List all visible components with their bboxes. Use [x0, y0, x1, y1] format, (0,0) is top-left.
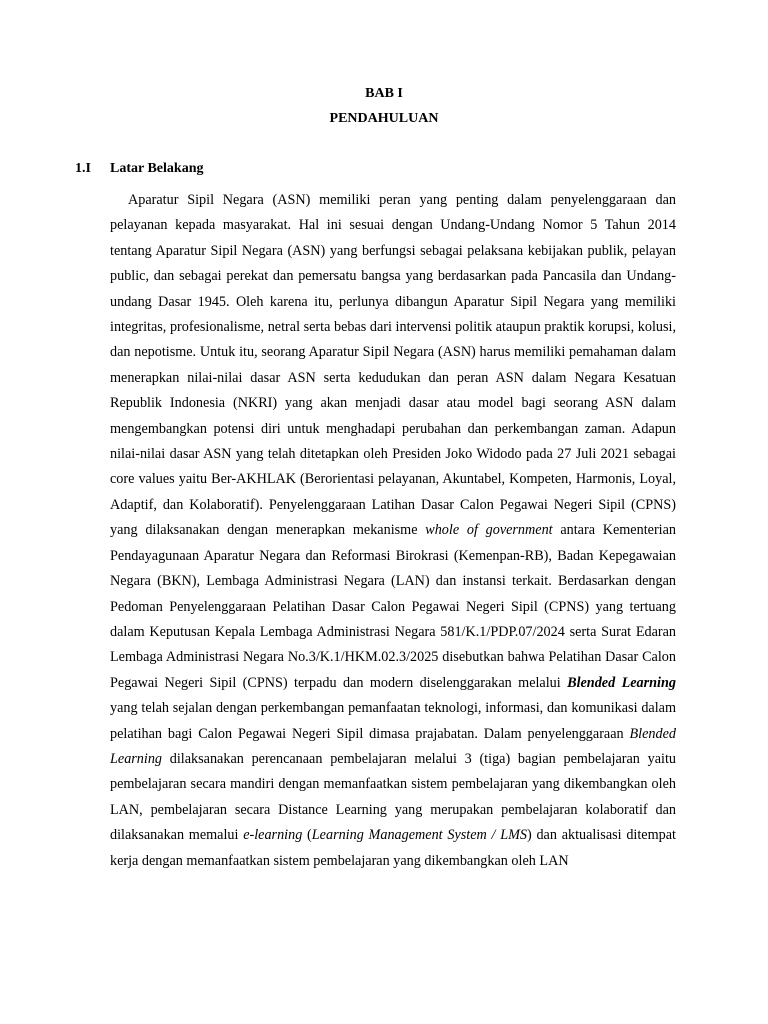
paragraph-italic-text: whole of government — [425, 522, 553, 539]
paragraph-text: ) dan aktualisasi ditempat kerja dengan memanfaatkan sistem pembelajaran yang dikembangkan oleh LAN — [110, 827, 676, 869]
paragraph-text: yang telah sejalan dengan perkembangan pemanfaatan teknologi, informasi, dan komunikasi dalam pelatihan bagi Calon Pegawai Negeri Sipil dimasa prajabatan. Dalam penyelenggaraan — [110, 700, 676, 742]
paragraph-text: antara Kementerian Pendayagunaan Aparatur Negara dan Reformasi Birokrasi (Kemenpan-RB), Badan Kepegawaian Negara (BKN), Lembaga Administrasi Negara (LAN) dan instansi terkait. Berdasarkan dengan Pedoman Penyelenggaraan Pelatihan Dasar Calon Pegawai Negeri Sipil (CPNS) yang tertuang dalam Keputusan Kepala Lembaga Administrasi Negara 581/K.1/PDP.07/2024 serta Surat Edaran Lembaga Administrasi Negara No.3/K.1/HKM.02.3/2025 disebutkan bahwa Pelatihan Dasar Calon Pegawai Negeri Sipil (CPNS) terpadu dan modern diselenggarakan melalui — [110, 522, 676, 691]
section-number: 1.I — [75, 161, 91, 176]
paragraph-italic-text: Learning Management System / LMS — [311, 827, 527, 844]
paragraph-text: dilaksanakan perencanaan pembelajaran melalui 3 (tiga) bagian pembelajaran yaitu pembelajaran secara mandiri dengan memanfaatkan sistem pembelajaran yang dikembangkan oleh LAN, pembelajaran secara Distance Learning yang merupakan pembelajaran kolaboratif dan dilaksanakan memalui — [110, 750, 676, 844]
section-title: Latar Belakang — [110, 161, 204, 176]
chapter-number: BAB I — [365, 86, 403, 101]
paragraph-italic-text: Blended Learning — [110, 725, 676, 767]
paragraph-bold-italic-text: Blended Learning — [567, 674, 676, 691]
chapter-title: PENDAHULUAN — [329, 111, 439, 126]
paragraph-text: Aparatur Sipil Negara (ASN) memiliki peran yang penting dalam penyelenggaraan dan pelayanan kepada masyarakat. Hal ini sesuai dengan Undang-Undang Nomor 5 Tahun 2014 tentang Aparatur Sipil Negara (ASN) yang berfungsi sebagai pelaksana kebijakan publik, pelayan public, dan sebagai perekat dan pemersatu bangsa yang berdasarkan pada Pancasila dan Undang-undang Dasar 1945. Oleh karena itu, perlunya dibangun Aparatur Sipil Negara yang memiliki integritas, profesionalisme, netral serta bebas dari intervensi politik ataupun praktik korupsi, kolusi, dan nepotisme. Untuk itu, seorang Aparatur Sipil Negara (ASN) harus memiliki pemahaman dalam menerapkan nilai-nilai dasar ASN serta kedudukan dan peran ASN dalam Negara Kesatuan Republik Indonesia (NKRI) yang akan menjadi dasar atau model bagi seorang ASN dalam mengembangkan potensi diri untuk menghadapi perubahan dan perkembangan zaman. Adapun nilai-nilai dasar ASN yang telah ditetapkan oleh Presiden Joko Widodo pada 27 Juli 2021 sebagai core values yaitu Ber-AKHLAK (Berorientasi pelayanan, Akuntabel, Kompeten, Harmonis, Loyal, Adaptif, dan Kolaboratif). Penyelenggaraan Latihan Dasar Calon Pegawai Negeri Sipil (CPNS) yang dilaksanakan dengan menerapkan mekanisme — [110, 192, 676, 539]
paragraph-italic-text: e-learning — [243, 827, 303, 844]
body-paragraph — [110, 188, 676, 874]
paragraph-text: ( — [302, 827, 312, 844]
